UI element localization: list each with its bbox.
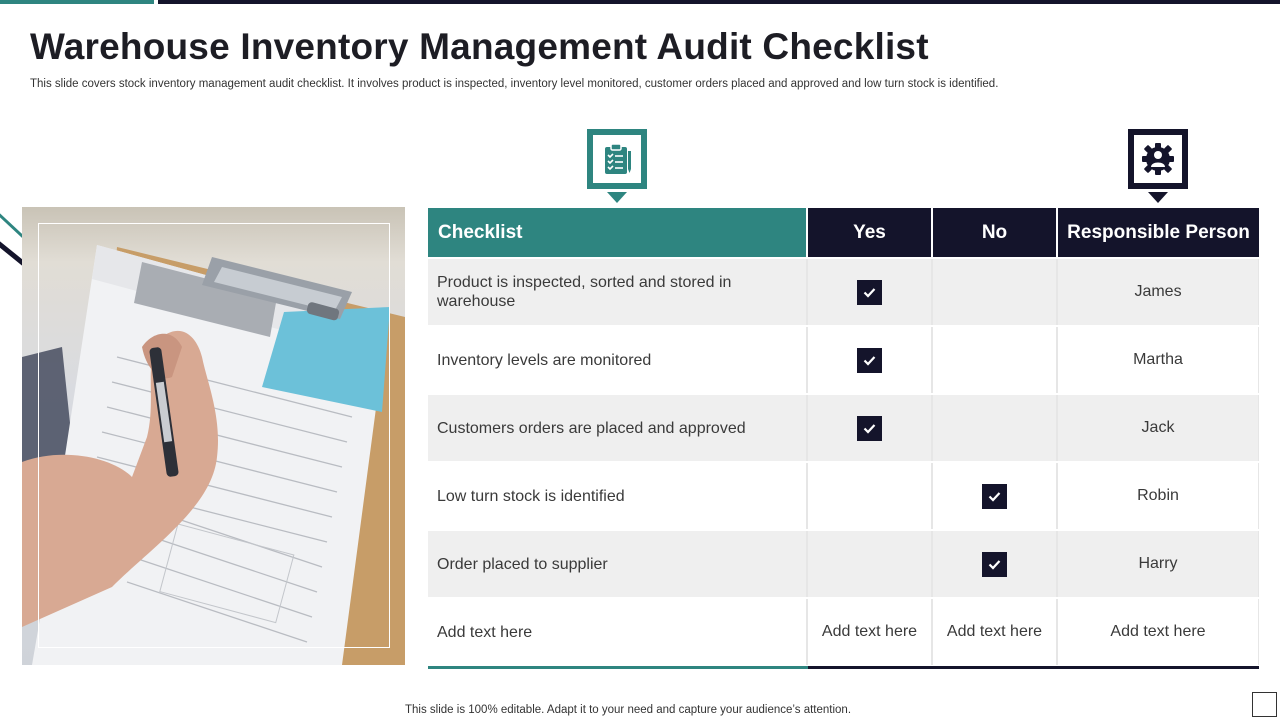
checklist-item: Product is inspected, sorted and stored in warehouse [428, 259, 808, 325]
checkbox-checked[interactable] [857, 280, 882, 305]
header-responsible-person: Responsible Person [1058, 208, 1259, 257]
placeholder-cell[interactable]: Add text here [933, 599, 1058, 665]
checkbox-checked[interactable] [982, 484, 1007, 509]
placeholder-cell[interactable]: Add text here [1058, 599, 1259, 665]
top-accent-bar-teal [0, 0, 154, 4]
audit-checklist-table [428, 208, 1259, 669]
table-bottom-line [428, 666, 1259, 669]
checklist-item: Low turn stock is identified [428, 463, 808, 529]
checklist-badge [587, 129, 647, 189]
checklist-item: Customers orders are placed and approved [428, 395, 808, 461]
responsible-person: Robin [1058, 463, 1259, 529]
checkmark-icon [988, 491, 1001, 502]
responsible-person: James [1058, 259, 1259, 325]
checkmark-icon [988, 559, 1001, 570]
checkbox-checked[interactable] [857, 416, 882, 441]
checkbox-checked[interactable] [857, 348, 882, 373]
photo-frame [38, 223, 390, 648]
bottom-line-teal [428, 666, 808, 669]
checklist-item: Inventory levels are monitored [428, 327, 808, 393]
no-cell[interactable] [933, 531, 1058, 597]
person-gear-icon [1141, 142, 1175, 176]
slide-title: Warehouse Inventory Management Audit Checklist [30, 26, 929, 67]
responsible-person: Martha [1058, 327, 1259, 393]
slide-subtitle: This slide covers stock inventory management audit checklist. It involves product is inspected, inventory level monitored, customer orders placed and approved and low turn stock is identified. [30, 78, 999, 90]
yes-cell[interactable] [808, 531, 933, 597]
header-yes: Yes [808, 208, 933, 257]
no-cell[interactable] [933, 395, 1058, 461]
table-row [428, 529, 1259, 597]
no-cell[interactable] [933, 259, 1058, 325]
corner-box [1252, 692, 1277, 717]
footer-note: This slide is 100% editable. Adapt it to your need and capture your audience’s attention. [405, 704, 852, 716]
placeholder-cell[interactable]: Add text here [808, 599, 933, 665]
clipboard-checklist-icon [602, 143, 632, 175]
bottom-line-navy [808, 666, 1259, 669]
person-badge [1128, 129, 1188, 189]
table-header-row [428, 208, 1259, 257]
placeholder-row [428, 597, 1259, 666]
header-no: No [933, 208, 1058, 257]
table-row [428, 325, 1259, 393]
yes-cell[interactable] [808, 327, 933, 393]
yes-cell[interactable] [808, 259, 933, 325]
responsible-person: Harry [1058, 531, 1259, 597]
no-cell[interactable] [933, 463, 1058, 529]
table-row [428, 461, 1259, 529]
yes-cell[interactable] [808, 395, 933, 461]
no-cell[interactable] [933, 327, 1058, 393]
badge-pointer [1148, 192, 1168, 203]
checklist-item: Order placed to supplier [428, 531, 808, 597]
checkmark-icon [863, 287, 876, 298]
checkbox-checked[interactable] [982, 552, 1007, 577]
table-row [428, 257, 1259, 325]
top-accent-bar-navy [158, 0, 1280, 4]
badge-pointer [607, 192, 627, 203]
responsible-person: Jack [1058, 395, 1259, 461]
header-checklist: Checklist [428, 208, 808, 257]
placeholder-cell[interactable]: Add text here [428, 599, 808, 665]
checkmark-icon [863, 423, 876, 434]
table-row [428, 393, 1259, 461]
checkmark-icon [863, 355, 876, 366]
yes-cell[interactable] [808, 463, 933, 529]
